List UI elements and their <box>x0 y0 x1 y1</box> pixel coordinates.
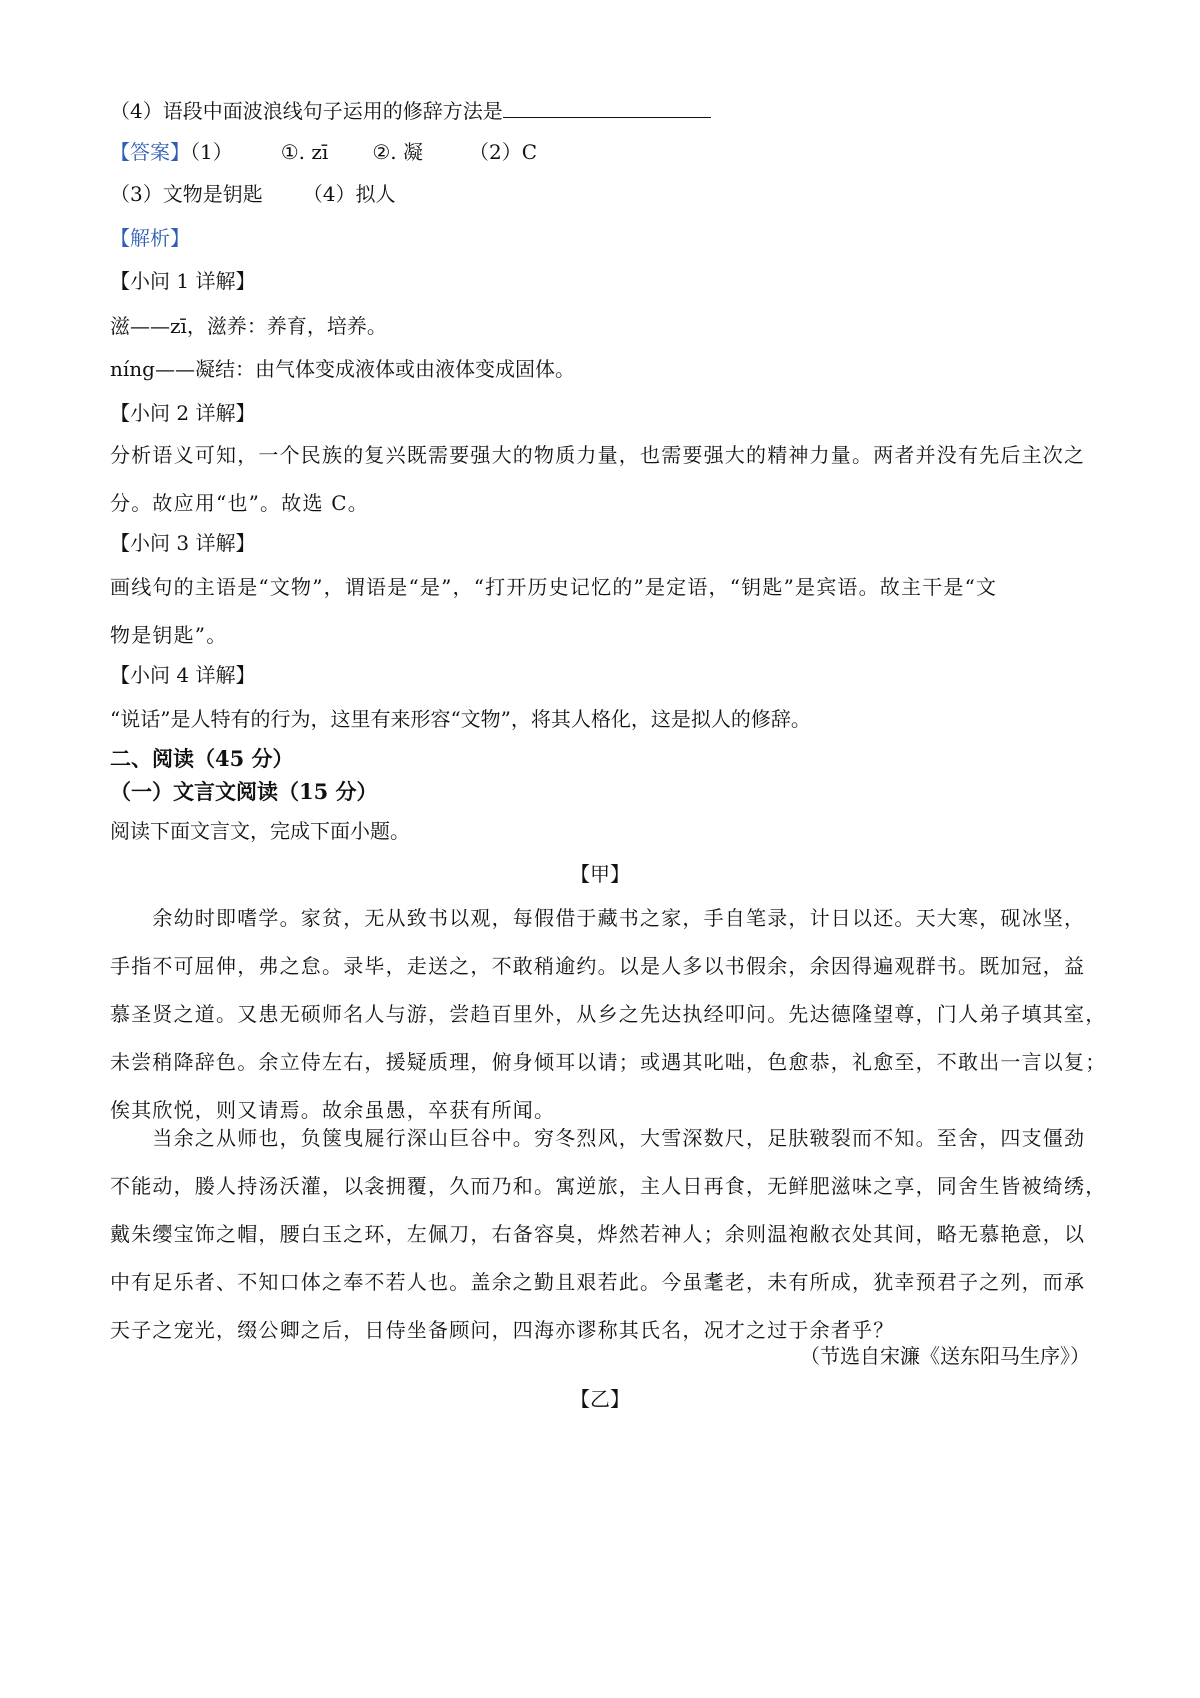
analysis-heading-4: 【小问 4 详解】 <box>110 663 256 687</box>
analysis-paragraph-2 <box>110 442 1100 538</box>
passage-row: 手指不可屈伸，弗之怠。录毕，走送之，不敢稍逾约。以是人多以书假余，余因得遍观群书。既加冠，益 <box>110 954 1086 978</box>
analysis-text-1a: 滋——zī，滋养：养育，培养。 <box>110 314 387 338</box>
analysis-paragraph-3 <box>110 574 1100 670</box>
answer-blank <box>503 97 711 118</box>
passage-row: 不能动，媵人持汤沃灌，以衾拥覆，久而乃和。寓逆旅，主人日再食，无鲜肥滋味之享，同舍生皆被绮绣， <box>110 1174 1107 1198</box>
answer-part-2: ①. zī <box>280 140 329 164</box>
answer-part-1: （1） <box>190 140 233 164</box>
answer-part-6: （4）拟人 <box>302 182 396 206</box>
analysis-text-4: “说话”是人特有的行为，这里有来形容“文物”，将其人格化，这是拟人的修辞。 <box>110 707 811 731</box>
paragraph-row: 物是钥匙”。 <box>110 623 228 647</box>
answer-part-5: （3）文物是钥匙 <box>110 182 263 206</box>
paragraph-row: 画线句的主语是“文物”，谓语是“是”，“打开历史记忆的”是定语，“钥匙”是宾语。故主干是“文 <box>110 575 998 599</box>
passage-label-jia: 【甲】 <box>570 862 630 886</box>
passage-row: 天子之宠光，缀公卿之后，日侍坐备顾问，四海亦谬称其氏名，况才之过于余者乎？ <box>110 1318 895 1342</box>
section-title: 二、阅读（45 分） <box>110 746 294 771</box>
question-4 <box>110 97 711 124</box>
passage-paragraph-1 <box>110 905 1107 1145</box>
question-4-text: （4）语段中面波浪线句子运用的修辞方法是 <box>110 99 503 123</box>
analysis-heading-3: 【小问 3 详解】 <box>110 531 256 555</box>
passage-source: （节选自宋濂《送东阳马生序》） <box>800 1344 1090 1368</box>
passage-row: 戴朱缨宝饰之帽，腰白玉之环，左佩刀，右备容臭，烨然若神人；余则温袍敝衣处其间，略无慕艳意，以 <box>110 1222 1086 1246</box>
answer-part-3: ②. 凝 <box>372 140 423 164</box>
passage-row: 余幼时即嗜学。家贫，无从致书以观，每假借于藏书之家，手自笔录，计日以还。天大寒，砚冰坚， <box>110 906 1086 930</box>
passage-row: 慕圣贤之道。又患无硕师名人与游，尝趋百里外，从乡之先达执经叩问。先达德隆望尊，门人弟子填其室， <box>110 1002 1107 1026</box>
paragraph-row: 分析语义可知，一个民族的复兴既需要强大的物质力量，也需要强大的精神力量。两者并没有先后主次之 <box>110 443 1086 467</box>
section-subtitle: （一）文言文阅读（15 分） <box>110 779 378 804</box>
analysis-heading-2: 【小问 2 详解】 <box>110 401 256 425</box>
answer-line-1 <box>110 139 537 165</box>
passage-row: 未尝稍降辞色。余立侍左右，援疑质理，俯身倾耳以请；或遇其叱咄，色愈恭，礼愈至，不敢出一言以复； <box>110 1050 1107 1074</box>
instruction-text: 阅读下面文言文，完成下面小题。 <box>110 819 410 843</box>
paragraph-row: 分。故应用“也”。故选 C。 <box>110 491 369 515</box>
passage-row: 中有足乐者、不知口体之奉不若人也。盖余之勤且艰若此。今虽耄老，未有所成，犹幸预君子之列，而承 <box>110 1270 1086 1294</box>
passage-paragraph-2 <box>110 1125 1107 1365</box>
answer-label: 【答案】 <box>110 140 190 164</box>
passage-label-yi: 【乙】 <box>570 1387 630 1411</box>
answer-line-2 <box>110 181 395 207</box>
passage-row: 当余之从师也，负箧曳屣行深山巨谷中。穷冬烈风，大雪深数尺，足肤皲裂而不知。至舍，四支僵劲 <box>110 1126 1086 1150</box>
passage-row: 俟其欣悦，则又请焉。故余虽愚，卒获有所闻。 <box>110 1098 556 1122</box>
answer-part-4: （2）C <box>468 140 537 164</box>
analysis-heading-1: 【小问 1 详解】 <box>110 269 256 293</box>
analysis-text-1b: níng——凝结：由气体变成液体或由液体变成固体。 <box>110 357 575 381</box>
analysis-label: 【解析】 <box>110 226 190 250</box>
